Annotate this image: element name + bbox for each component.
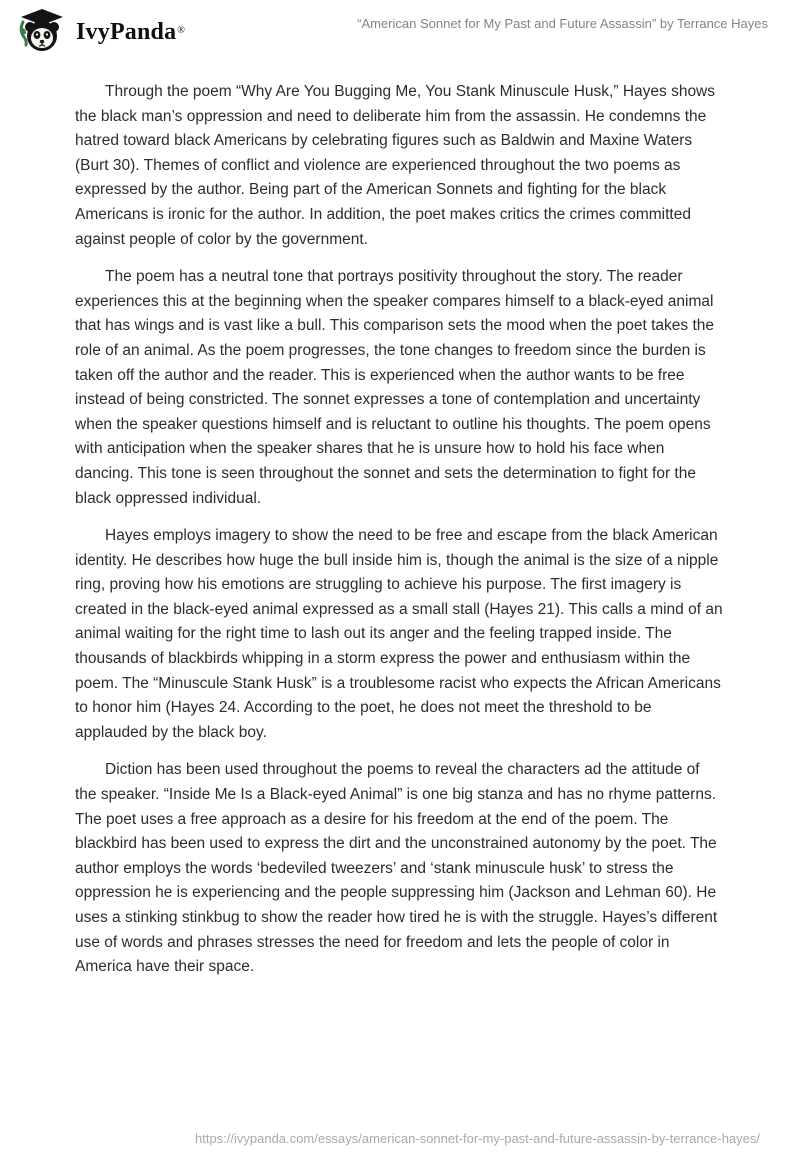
essay-paragraph-3: Hayes employs imagery to show the need to be free and escape from the black American identity. He describes how huge the bull inside him is, though the animal is the size of a nipple ring, proving how his emotions are struggling to achieve his purpose. The first imagery is created in the black-eyed animal expressed as a small stall (Hayes 21). This calls a mind of an animal waiting for the right time to lash out its anger and the feeling trapped inside. The thousands of blackbirds whipping in a storm express the power and enthusiasm within the poem. The “Minuscule Stank Husk” is a troublesome racist who expects the African Americans to honor him (Hayes 24. According to the poet, he does not meet the threshold to be applauded by the black boy.: [75, 527, 723, 741]
brand-link[interactable]: [16, 8, 185, 56]
essay-paragraph-1: Through the poem “Why Are You Bugging Me, You Stank Minuscule Husk,” Hayes shows the black man’s oppression and need to deliberate him from the assassin. He condemns the hatred toward black Americans by celebrating figures such as Baldwin and Maxine Waters (Burt 30). Themes of conflict and violence are experienced throughout the two poems as expressed by the author. Being part of the American Sonnets and fighting for the black Americans is ironic for the author. In addition, the poet makes critics the crimes committed against people of color by the government.: [75, 83, 716, 248]
ivypanda-panda-logo-icon: [16, 8, 64, 56]
page-header: [0, 0, 800, 56]
essay-body: [75, 80, 724, 980]
essay-paragraph-2: The poem has a neutral tone that portrays positivity throughout the story. The reader experiences this at the beginning when the speaker compares himself to a black-eyed animal that has wings and is vast like a bull. This comparison sets the mood when the poet takes the role of an animal. As the poem progresses, the tone changes to freedom since the burden is taken off the author and the reader. This is experienced when the author wants to be free instead of being constricted. The sonnet expresses a tone of contemplation and uncertainty when the speaker questions himself and is reluctant to outline his thoughts. The poem opens with anticipation when the speaker shares that he is unsure how to hold his face when dancing. This tone is seen throughout the sonnet and sets the determination to fight for the black oppressed individual.: [75, 268, 715, 507]
essay-paragraph-4: Diction has been used throughout the poems to reveal the characters ad the attitude of the speaker. “Inside Me Is a Black-eyed Animal” is one big stanza and has no rhyme patterns. The poet uses a free approach as a desire for his freedom at the end of the poem. The blackbird has been used to express the dirt and the unconstrained autonomy by the poet. The author employs the words ‘bedeviled tweezers’ and ‘stank minuscule husk’ to stress the oppression he is experiencing and the people suppressing him (Jackson and Lehman 60). He uses a stinking stinkbug to show the reader how tired he is with the struggle. Hayes’s different use of words and phrases stresses the need for freedom and lets the people of color in America have their space.: [75, 761, 718, 976]
source-url: https://ivypanda.com/essays/american-sonnet-for-my-past-and-future-assassin-by-terrance-hayes/: [194, 1131, 760, 1146]
brand-name: IvyPanda®: [76, 19, 185, 45]
registered-mark: ®: [177, 24, 185, 36]
document-title: “American Sonnet for My Past and Future Assassin” by Terrance Hayes: [357, 16, 768, 31]
